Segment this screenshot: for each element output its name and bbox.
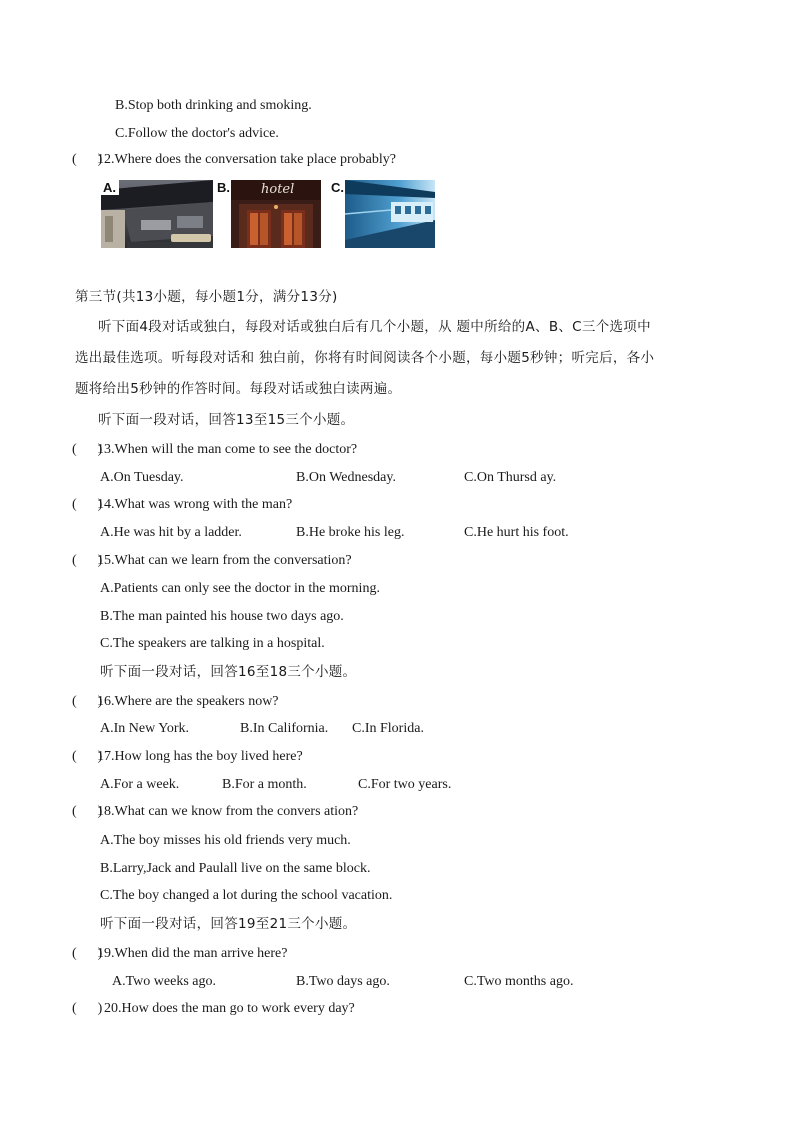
hotel-sign: hotel (261, 182, 295, 197)
option-c[interactable]: C.In Florida. (352, 721, 424, 736)
answer-blank[interactable]: ( ) (72, 442, 103, 457)
answer-blank[interactable]: ( ) (72, 694, 103, 709)
question-15-option-b[interactable]: B.The man painted his house two days ago. (100, 609, 344, 624)
question-19-options (0, 974, 794, 992)
question-text: 18.What can we know from the convers ation? (97, 804, 359, 819)
question-12 (0, 152, 794, 170)
q11-option-c: C.Follow the doctor's advice. (115, 126, 279, 141)
question-text: 14.What was wrong with the man? (97, 497, 293, 512)
question-16-options (0, 721, 794, 739)
question-13 (0, 442, 794, 460)
question-text: 19.When did the man arrive here? (97, 946, 288, 961)
option-b[interactable]: B.He broke his leg. (296, 525, 405, 540)
picture-label: A. (101, 180, 119, 195)
option-a[interactable]: A.On Tuesday. (100, 470, 184, 485)
question-text: 15.What can we learn from the conversation? (97, 553, 352, 568)
option-b[interactable]: B.In California. (240, 721, 329, 736)
answer-blank[interactable]: ( ) (72, 497, 103, 512)
picture-label: C. (331, 180, 344, 195)
question-text: 12.Where does the conversation take place probably? (97, 152, 396, 167)
question-14-options (0, 525, 794, 543)
answer-blank[interactable]: ( ) (72, 946, 103, 961)
dialogue-intro: 听下面一段对话，回答16至18三个小题。 (100, 664, 357, 680)
question-17-options (0, 777, 794, 795)
question-13-options (0, 470, 794, 488)
option-a[interactable]: A.In New York. (100, 721, 190, 736)
answer-blank[interactable]: ( ) (72, 1001, 103, 1016)
section-instructions-line-3: 题将给出5秒钟的作答时间。每段对话或独白读两遍。 (75, 381, 402, 397)
answer-blank[interactable]: ( ) (72, 553, 103, 568)
question-text: 17.How long has the boy lived here? (97, 749, 303, 764)
option-c[interactable]: C.Two months ago. (464, 974, 574, 989)
question-18-option-b[interactable]: B.Larry,Jack and Paulall live on the same block. (100, 861, 371, 876)
question-text: 16.Where are the speakers now? (97, 694, 279, 709)
answer-blank[interactable]: ( ) (72, 152, 103, 167)
dialogue-intro: 听下面一段对话，回答19至21三个小题。 (100, 916, 357, 932)
option-b[interactable]: B.For a month. (222, 777, 307, 792)
question-16 (0, 694, 794, 712)
question-20 (0, 1001, 794, 1019)
question-15 (0, 553, 794, 571)
section-instructions-line-1: 听下面4段对话或独白，每段对话或独白后有几个小题，从 题中所给的A、B、C三个选项中 (98, 319, 651, 335)
section-heading: 第三节(共13小题，每小题1分，满分13分) (75, 289, 338, 305)
dialogue-intro: 听下面一段对话，回答13至15三个小题。 (98, 412, 355, 428)
option-b[interactable]: B.Two days ago. (296, 974, 390, 989)
question-17 (0, 749, 794, 767)
question-text: 13.When will the man come to see the doctor? (97, 442, 358, 457)
picture-option-c[interactable] (331, 180, 435, 248)
q11-option-b: B.Stop both drinking and smoking. (115, 98, 312, 113)
option-a[interactable]: A.He was hit by a ladder. (100, 525, 242, 540)
question-text: 20.How does the man go to work every day? (104, 1001, 355, 1016)
section-instructions-line-2: 选出最佳选项。听每段对话和 独白前，你将有时间阅读各个小题，每小题5秒钟；听完后，各小 (75, 350, 655, 366)
option-c[interactable]: C.For two years. (358, 777, 452, 792)
question-18-option-c[interactable]: C.The boy changed a lot during the school vacation. (100, 888, 393, 903)
option-a[interactable]: A.For a week. (100, 777, 180, 792)
picture-option-a[interactable] (101, 180, 213, 248)
picture-option-b[interactable] (217, 180, 321, 248)
picture-label: B. (217, 180, 230, 195)
question-14 (0, 497, 794, 515)
answer-blank[interactable]: ( ) (72, 804, 103, 819)
answer-blank[interactable]: ( ) (72, 749, 103, 764)
option-b[interactable]: B.On Wednesday. (296, 470, 396, 485)
option-c[interactable]: C.He hurt his foot. (464, 525, 569, 540)
option-a[interactable]: A.Two weeks ago. (112, 974, 216, 989)
question-18 (0, 804, 794, 822)
question-18-option-a[interactable]: A.The boy misses his old friends very much. (100, 833, 351, 848)
question-19 (0, 946, 794, 964)
question-15-option-c[interactable]: C.The speakers are talking in a hospital. (100, 636, 325, 651)
question-15-option-a[interactable]: A.Patients can only see the doctor in the morning. (100, 581, 380, 596)
subway-station-photo-icon (345, 180, 435, 248)
option-c[interactable]: C.On Thursd ay. (464, 470, 557, 485)
